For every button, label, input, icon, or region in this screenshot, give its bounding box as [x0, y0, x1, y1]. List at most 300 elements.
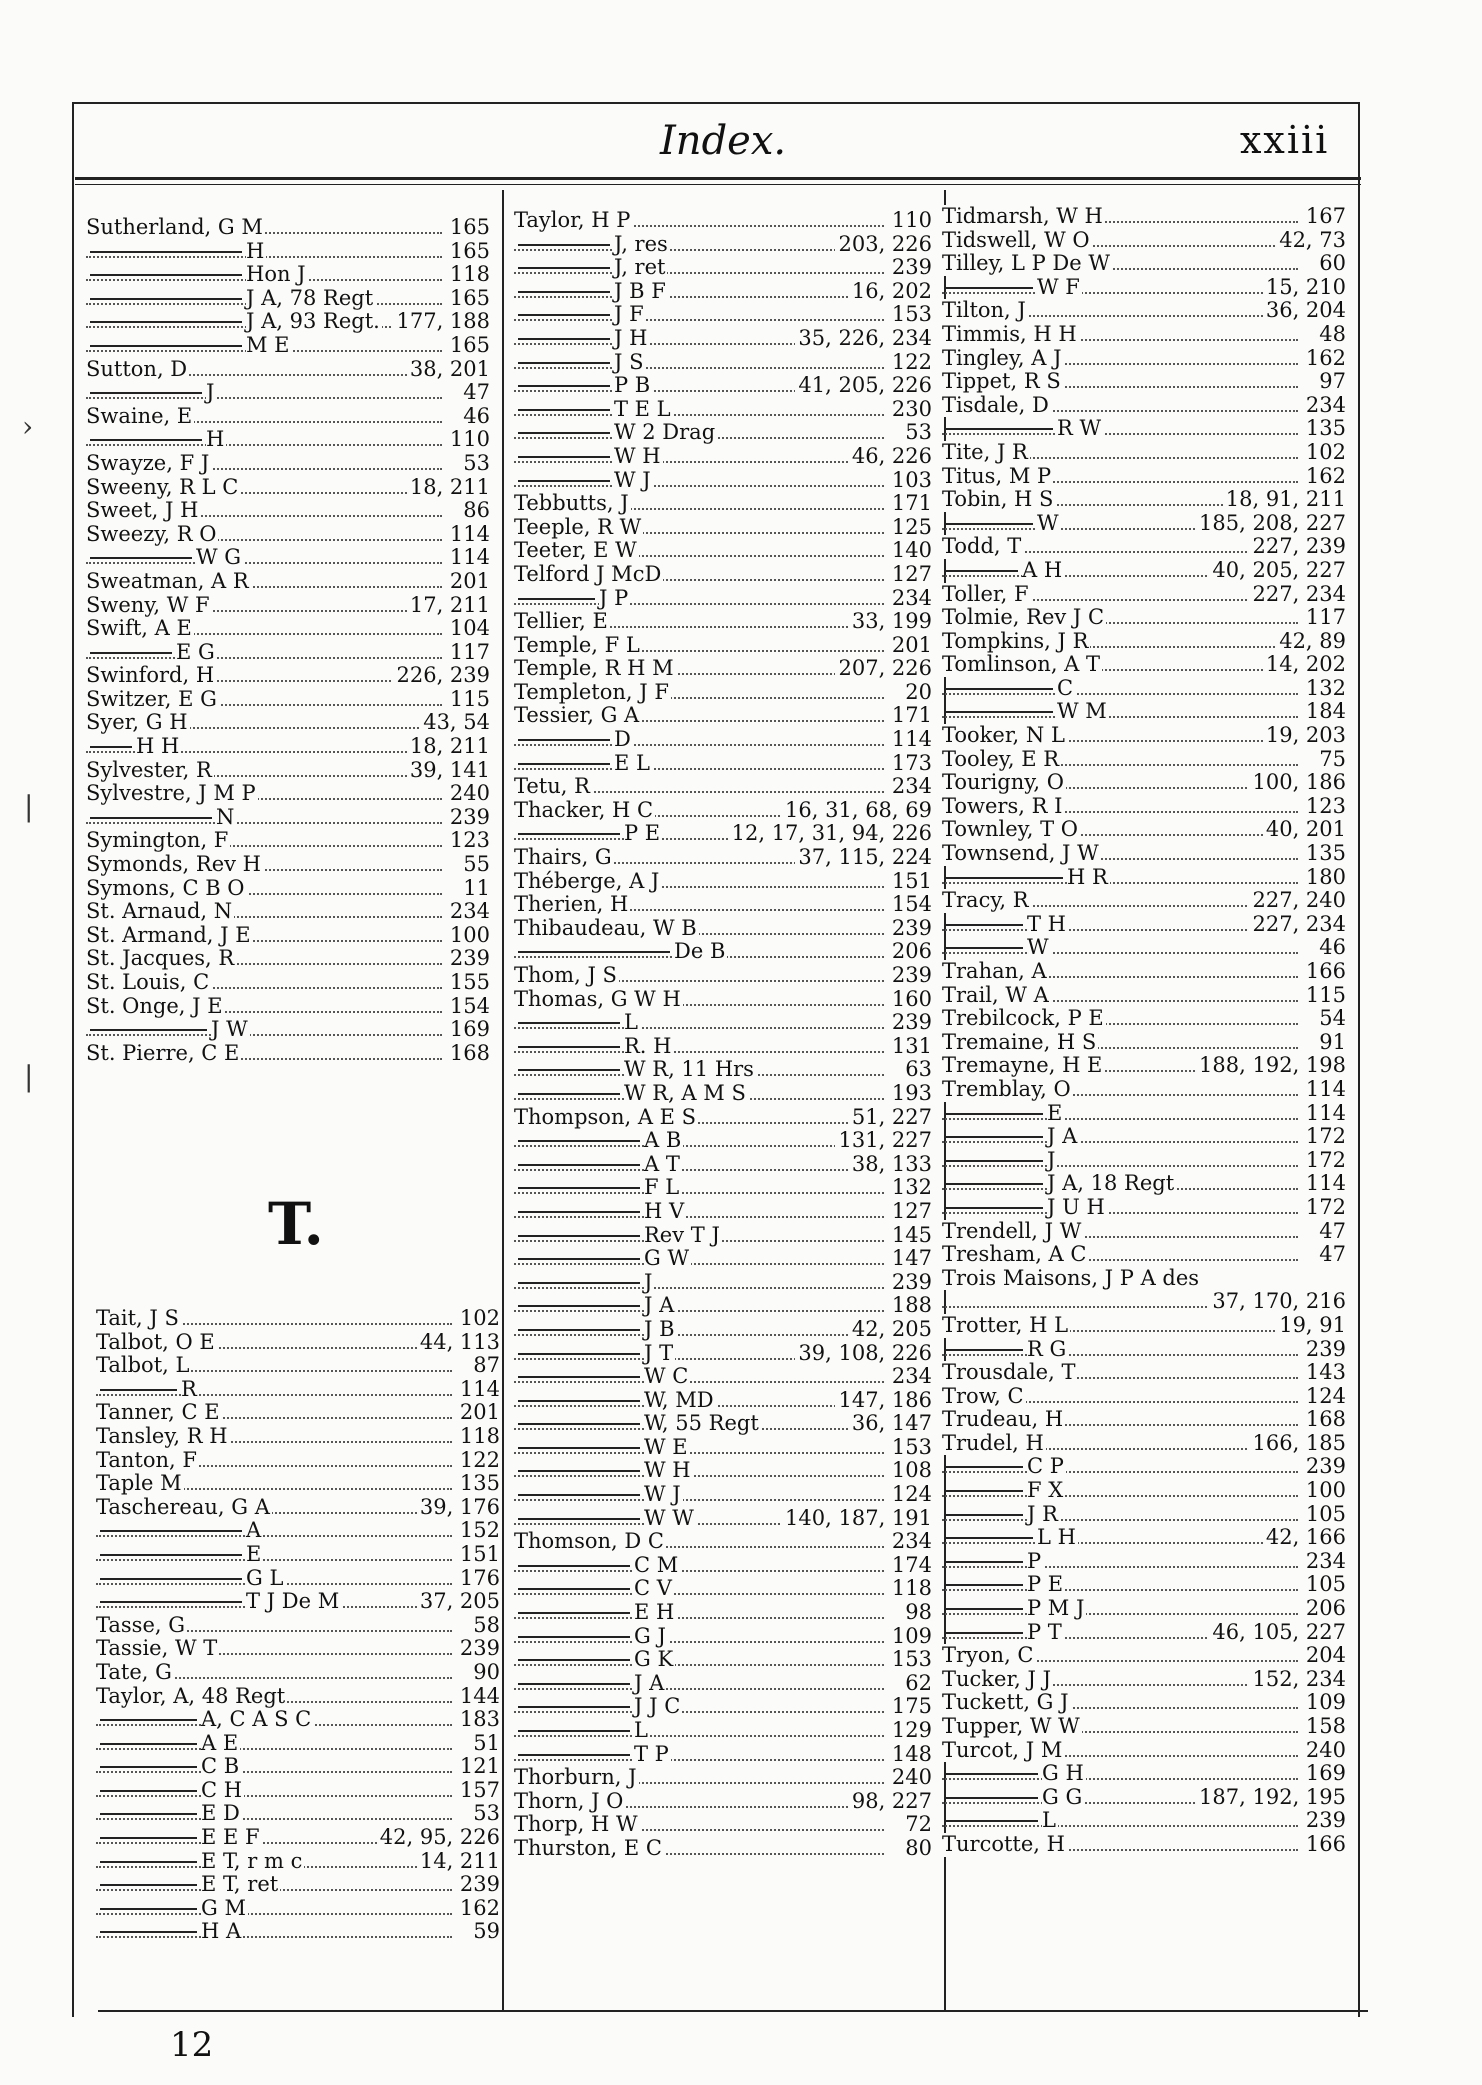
entry-pages: 172: [1303, 1196, 1346, 1220]
index-entry: [86, 594, 490, 618]
entry-name: W H: [644, 1458, 691, 1483]
entry-name: Sweet, J H: [86, 498, 199, 523]
entry-name: Tanton, F: [96, 1447, 197, 1472]
entry-pages: 165: [447, 287, 490, 311]
entry-pages: 135: [1303, 417, 1346, 441]
entry-pages: 129: [889, 1719, 932, 1743]
index-entry: [96, 1472, 500, 1496]
ditto-dash: [518, 1258, 640, 1260]
leader-dots: [96, 1795, 452, 1797]
entry-name: J T: [644, 1340, 674, 1365]
entry-pages: 227, 239: [1249, 535, 1346, 559]
entry-name: L H: [1037, 1525, 1076, 1550]
index-entry: [96, 1708, 500, 1732]
entry-pages: 165: [447, 216, 490, 240]
entry-pages: 100: [447, 924, 490, 948]
leader-dots: [514, 272, 884, 274]
index-entry: [942, 229, 1346, 253]
ditto-dash: [946, 1632, 1023, 1634]
ditto-dash: [100, 1389, 177, 1391]
ditto-dash: [100, 1601, 242, 1603]
ditto-dash: [518, 951, 670, 953]
ditto-dash: [100, 1813, 197, 1815]
index-entry: [514, 1577, 932, 1601]
entry-pages: 124: [889, 1483, 932, 1507]
entry-pages: 110: [889, 209, 932, 233]
entry-name: N: [216, 804, 235, 829]
entry-name: D: [614, 727, 631, 752]
entry-name: J: [1047, 1147, 1056, 1172]
leader-dots: [86, 657, 442, 659]
index-entry: [86, 641, 490, 665]
entry-name: Thomas, G W H: [514, 986, 681, 1011]
entry-name: Trendell, J W: [942, 1218, 1082, 1243]
margin-mark: |: [24, 790, 34, 823]
entry-pages: 234: [889, 1530, 932, 1554]
entry-name: Swift, A E: [86, 616, 192, 641]
entry-name: J J C: [634, 1694, 681, 1719]
index-entry: [942, 1597, 1346, 1621]
page-number: 12: [170, 2025, 214, 2065]
entry-name: P M J: [1027, 1596, 1085, 1621]
ditto-dash: [946, 1514, 1023, 1516]
leader-dots: [514, 1475, 884, 1477]
entry-pages: 37, 205: [417, 1590, 500, 1614]
leader-dots: [514, 603, 884, 605]
index-entry: [514, 1176, 932, 1200]
entry-pages: 147: [889, 1247, 932, 1271]
entry-pages: 153: [889, 1648, 932, 1672]
entry-name: Sylvestre, J M P: [86, 781, 256, 806]
entry-pages: 16, 31, 68, 69: [782, 799, 932, 823]
leader-dots: [514, 1735, 884, 1737]
leader-dots: [96, 1913, 452, 1915]
entry-name: Trail, W A: [942, 982, 1049, 1007]
leader-dots: [514, 1192, 884, 1194]
entry-name: Trousdale, T: [942, 1360, 1076, 1385]
index-entry: [942, 771, 1346, 795]
index-entry: [942, 1479, 1346, 1503]
ditto-dash: [518, 432, 610, 434]
index-entry: [942, 1408, 1346, 1432]
entry-pages: 43, 54: [420, 711, 490, 735]
index-entry: [514, 704, 932, 728]
ditto-dash: [518, 1588, 630, 1590]
index-entry: [514, 563, 932, 587]
entry-name: Switzer, E G: [86, 686, 217, 711]
entry-pages: 153: [889, 1436, 932, 1460]
entry-pages: 100: [1303, 1479, 1346, 1503]
entry-name: Timmis, H H: [942, 321, 1077, 346]
entry-pages: 39, 108, 226: [795, 1342, 932, 1366]
ditto-dash: [90, 652, 172, 654]
entry-pages: 58: [470, 1614, 500, 1638]
entry-name: Towers, R I: [942, 793, 1063, 818]
ditto-dash: [946, 1584, 1023, 1586]
entry-pages: 54: [1316, 1007, 1346, 1031]
leader-dots: [942, 1118, 1298, 1120]
entry-name: Tidswell, W O: [942, 227, 1090, 252]
index-entry: [514, 1601, 932, 1625]
index-entry: [514, 516, 932, 540]
entry-name: Tingley, A J: [942, 345, 1062, 370]
entry-pages: 154: [447, 995, 490, 1019]
index-entry: [86, 735, 490, 759]
right-border: [1358, 102, 1360, 2017]
entry-name: Tryon, C: [942, 1643, 1034, 1668]
index-entry: [514, 1625, 932, 1649]
index-entry: [514, 775, 932, 799]
leader-dots: [96, 1559, 452, 1561]
entry-pages: 42, 89: [1276, 630, 1346, 654]
entry-pages: 17, 211: [407, 594, 490, 618]
entry-pages: 240: [889, 1766, 932, 1790]
leader-dots: [514, 1169, 884, 1171]
entry-name: J S: [614, 349, 644, 374]
entry-pages: 180: [1303, 866, 1346, 890]
entry-pages: 72: [902, 1813, 932, 1837]
ditto-dash: [518, 739, 610, 741]
index-entry: [96, 1519, 500, 1543]
ditto-dash: [518, 1612, 630, 1614]
entry-pages: 176: [457, 1567, 500, 1591]
entry-pages: 39, 141: [407, 759, 490, 783]
index-entry: [942, 205, 1346, 229]
entry-pages: 53: [460, 452, 490, 476]
index-entry: [514, 728, 932, 752]
leader-dots: [514, 1051, 884, 1053]
index-entry: [86, 334, 490, 358]
index-entry: [86, 971, 490, 995]
entry-name: Trebilcock, P E: [942, 1006, 1104, 1031]
leader-dots: [514, 1570, 884, 1572]
index-entry: [942, 1715, 1346, 1739]
ditto-dash: [100, 1530, 242, 1532]
leader-dots: [942, 1519, 1298, 1521]
leader-dots: [942, 292, 1298, 294]
leader-dots: [514, 1452, 884, 1454]
entry-name: W, 55 Regt: [644, 1411, 759, 1436]
index-column-2: [514, 209, 932, 1861]
index-entry: [942, 748, 1346, 772]
index-entry: [514, 1743, 932, 1767]
entry-name: Tupper, W W: [942, 1714, 1080, 1738]
index-entry: [96, 1567, 500, 1591]
entry-name: E E F: [201, 1825, 260, 1850]
entry-name: Tuckett, G J: [942, 1690, 1069, 1715]
entry-pages: 121: [457, 1755, 500, 1779]
entry-name: W: [1037, 510, 1059, 535]
index-entry: [514, 351, 932, 375]
entry-name: A H: [1022, 557, 1063, 582]
entry-name: Swinford, H: [86, 663, 215, 688]
entry-pages: 40, 201: [1263, 818, 1346, 842]
entry-name: W W: [644, 1505, 694, 1530]
entry-name: C M: [634, 1552, 679, 1577]
entry-pages: 127: [889, 563, 932, 587]
entry-name: Tilton, J: [942, 298, 1026, 323]
index-entry: [942, 960, 1346, 984]
entry-pages: 169: [1303, 1762, 1346, 1786]
entry-name: Thorn, J O: [514, 1788, 624, 1813]
index-entry: [514, 1672, 932, 1696]
index-entry: [514, 917, 932, 941]
index-entry: [942, 1078, 1346, 1102]
leader-dots: [942, 929, 1298, 931]
ditto-dash: [518, 1046, 620, 1048]
entry-name: J H: [614, 325, 648, 350]
ditto-dash: [946, 1773, 1038, 1775]
entry-name: E G: [176, 639, 215, 664]
entry-pages: 240: [447, 782, 490, 806]
entry-name: St. Pierre, C E: [86, 1040, 240, 1065]
entry-name: R G: [1027, 1336, 1067, 1361]
entry-pages: 158: [1303, 1715, 1346, 1739]
index-entry: [86, 523, 490, 547]
index-entry: [86, 405, 490, 429]
index-entry: [514, 1507, 932, 1531]
page-top-rule: [72, 102, 1360, 104]
leader-dots: [96, 1936, 452, 1938]
ditto-dash: [518, 1187, 640, 1189]
index-entry: [86, 263, 490, 287]
entry-name: L: [634, 1718, 648, 1742]
entry-name: F L: [644, 1175, 680, 1200]
index-entry: [942, 276, 1346, 300]
entry-name: W, MD: [644, 1387, 714, 1412]
ditto-dash: [946, 924, 1023, 926]
entry-pages: 60: [1316, 252, 1346, 276]
leader-dots: [514, 319, 884, 321]
entry-pages: 239: [1303, 1809, 1346, 1833]
entry-pages: 108: [889, 1459, 932, 1483]
index-entry: [942, 842, 1346, 866]
entry-pages: 123: [1303, 795, 1346, 819]
index-entry: [86, 287, 490, 311]
leader-dots: [514, 1263, 884, 1265]
leader-dots: [514, 1145, 884, 1147]
entry-pages: 122: [889, 351, 932, 375]
index-entry: [86, 664, 490, 688]
entry-name: Townley, T O: [942, 817, 1078, 842]
index-entry: [942, 1220, 1346, 1244]
leader-dots: [942, 952, 1298, 954]
entry-pages: 207, 226: [835, 657, 932, 681]
leader-dots: [96, 1818, 452, 1820]
ditto-dash: [90, 298, 242, 300]
index-entry: [96, 1873, 500, 1897]
entry-pages: 206: [1303, 1597, 1346, 1621]
ditto-dash: [90, 1029, 207, 1031]
entry-pages: 188: [889, 1294, 932, 1318]
entry-name: Sweezy, R O: [86, 521, 217, 546]
entry-name: Tobin, H S: [942, 487, 1054, 512]
entry-pages: 117: [447, 641, 490, 665]
entry-pages: 167: [1303, 205, 1346, 229]
entry-name: A, C A S C: [201, 1707, 312, 1732]
entry-name: W H: [614, 443, 661, 468]
ditto-dash: [946, 711, 1053, 713]
entry-name: W G: [196, 545, 242, 570]
leader-dots: [96, 1535, 452, 1537]
entry-name: Thorp, H W: [514, 1812, 638, 1837]
entry-pages: 234: [1303, 394, 1346, 418]
entry-pages: 145: [889, 1224, 932, 1248]
index-entry: [86, 853, 490, 877]
entry-name: Sylvester, R: [86, 757, 212, 782]
entry-name: Thacker, H C: [514, 797, 654, 822]
index-entry: [514, 1436, 932, 1460]
entry-name: T J De M: [246, 1589, 340, 1614]
entry-pages: 239: [889, 256, 932, 280]
entry-pages: 14, 211: [417, 1850, 500, 1874]
leader-dots: [86, 1034, 442, 1036]
ditto-dash: [90, 251, 242, 253]
entry-pages: 125: [889, 516, 932, 540]
entry-pages: 102: [457, 1307, 500, 1331]
leader-dots: [514, 1688, 884, 1690]
index-entry: [514, 1648, 932, 1672]
index-entry: [942, 465, 1346, 489]
index-entry: [514, 1459, 932, 1483]
entry-pages: 140, 187, 191: [782, 1507, 932, 1531]
ditto-dash: [100, 1578, 242, 1580]
entry-name: A B: [644, 1128, 682, 1153]
entry-name: J U H: [1047, 1194, 1105, 1219]
index-entry: [86, 877, 490, 901]
ditto-dash: [946, 1537, 1033, 1539]
entry-pages: 155: [447, 971, 490, 995]
entry-pages: 33, 199: [849, 610, 932, 634]
entry-pages: 154: [889, 893, 932, 917]
entry-pages: 20: [902, 681, 932, 705]
index-entry: [514, 964, 932, 988]
entry-name: Tremayne, H E: [942, 1053, 1103, 1078]
ditto-dash: [518, 1353, 640, 1355]
entry-name: Thomson, D C: [514, 1529, 664, 1554]
index-entry: [96, 1496, 500, 1520]
entry-pages: 234: [1303, 1550, 1346, 1574]
index-entry: [514, 1365, 932, 1389]
index-entry: [86, 240, 490, 264]
entry-pages: 165: [447, 334, 490, 358]
entry-name: M E: [246, 332, 290, 357]
leader-dots: [86, 822, 442, 824]
index-entry: [942, 1385, 1346, 1409]
index-entry: [514, 492, 932, 516]
entry-pages: 188, 192, 198: [1196, 1054, 1346, 1078]
entry-pages: 51: [470, 1732, 500, 1756]
ditto-dash: [518, 338, 610, 340]
index-entry: [942, 630, 1346, 654]
entry-name: Trow, C: [942, 1383, 1024, 1408]
entry-pages: 42, 205: [849, 1318, 932, 1342]
index-entry: [514, 1082, 932, 1106]
page-label: xxiii: [1240, 118, 1330, 162]
index-entry: [942, 1290, 1346, 1314]
entry-pages: 114: [447, 523, 490, 547]
entry-pages: 44, 113: [417, 1331, 500, 1355]
entry-pages: 160: [889, 988, 932, 1012]
entry-pages: 140: [889, 539, 932, 563]
entry-name: Taylor, H P: [514, 208, 631, 232]
entry-name: G H: [1042, 1761, 1084, 1786]
entry-name: Thibaudeau, W B: [514, 915, 697, 940]
leader-dots: [514, 1759, 884, 1761]
leader-dots: [514, 461, 884, 463]
entry-name: Todd, T: [942, 534, 1022, 559]
index-entry: [942, 1031, 1346, 1055]
ditto-dash: [518, 1494, 640, 1496]
entry-name: C P: [1027, 1454, 1064, 1479]
entry-name: J A, 78 Regt: [246, 285, 374, 310]
index-entry: [942, 1573, 1346, 1597]
entry-pages: 239: [889, 964, 932, 988]
entry-pages: 104: [447, 617, 490, 641]
entry-name: Tucker, J J: [942, 1666, 1052, 1691]
index-entry: [942, 1007, 1346, 1031]
ditto-dash: [946, 1160, 1043, 1162]
index-entry: [942, 1455, 1346, 1479]
index-entry: [942, 1102, 1346, 1126]
ditto-dash: [946, 1136, 1043, 1138]
entry-pages: 47: [1316, 1243, 1346, 1267]
entry-pages: 87: [470, 1354, 500, 1378]
leader-dots: [514, 1499, 884, 1501]
margin-mark: ›: [22, 410, 34, 443]
index-entry: [96, 1661, 500, 1685]
index-entry: [86, 924, 490, 948]
entry-pages: 203, 226: [835, 233, 932, 257]
entry-pages: 53: [902, 421, 932, 445]
index-entry: [86, 310, 490, 334]
ditto-dash: [100, 1766, 197, 1768]
leader-dots: [942, 1589, 1298, 1591]
entry-pages: 86: [460, 499, 490, 523]
index-entry: [96, 1755, 500, 1779]
ditto-dash: [946, 1349, 1023, 1351]
entry-pages: 46, 226: [849, 445, 932, 469]
entry-name: Temple, F L: [514, 632, 640, 657]
entry-pages: 98: [902, 1601, 932, 1625]
entry-name: Sweeny, R L C: [86, 474, 239, 499]
index-entry: [86, 829, 490, 853]
entry-pages: 122: [457, 1449, 500, 1473]
entry-pages: 14, 202: [1263, 653, 1346, 677]
entry-pages: 165: [447, 240, 490, 264]
entry-pages: 38, 201: [407, 358, 490, 382]
entry-name: Tansley, R H: [96, 1423, 228, 1448]
entry-name: Tait, J S: [96, 1306, 179, 1330]
leader-dots: [514, 768, 884, 770]
entry-pages: 53: [470, 1802, 500, 1826]
entry-pages: 18, 211: [407, 476, 490, 500]
entry-pages: 98, 227: [849, 1790, 932, 1814]
entry-name: Tresham, A C: [942, 1242, 1087, 1267]
entry-pages: 100, 186: [1249, 771, 1346, 795]
index-entry: [942, 1644, 1346, 1668]
entry-pages: 18, 211: [407, 735, 490, 759]
left-border: [72, 102, 74, 2017]
entry-name: E T, r m c: [201, 1848, 303, 1873]
entry-pages: 114: [1303, 1078, 1346, 1102]
leader-dots: [942, 1471, 1298, 1473]
ditto-dash: [518, 1400, 640, 1402]
ditto-dash: [946, 287, 1033, 289]
entry-name: Therien, H: [514, 892, 629, 917]
ditto-dash: [946, 1561, 1023, 1563]
entry-pages: 143: [1303, 1361, 1346, 1385]
